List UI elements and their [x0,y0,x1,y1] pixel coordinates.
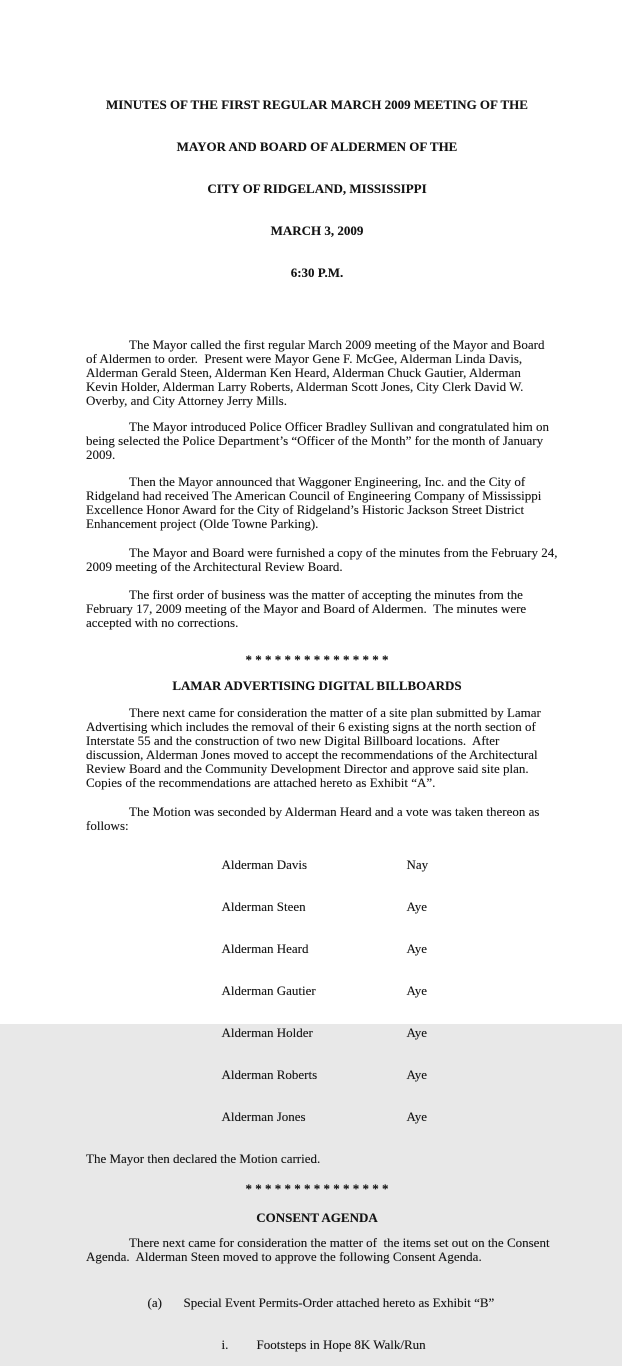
list-subitem-text: Footsteps in Hope 8K Walk/Run [256,1337,426,1352]
vote-row [202,886,548,928]
alderman-name: Alderman Holder [221,1025,313,1040]
paragraph-line: Overby, and City Attorney Jerry Mills. [86,393,287,408]
paragraph-line: Review Board and the Community Development Director and approve said site plan. [86,761,529,776]
paragraph-motion-seconded [86,805,548,833]
title-line-1: MINUTES OF THE FIRST REGULAR MARCH 2009 MEETING OF THE [106,97,528,112]
paragraph-line: There next came for consideration the matter of the items set out on the Consent [129,1235,550,1250]
vote-row [202,1054,548,1096]
paragraph-line: Alderman Gerald Steen, Alderman Ken Heard, Alderman Chuck Gautier, Alderman [86,365,521,380]
vote-value: Aye [406,1025,427,1040]
paragraph-line: The Mayor called the first regular March 2009 meeting of the Mayor and Board [129,337,545,352]
paragraph-line: The Motion was seconded by Alderman Heard and a vote was taken thereon as [129,804,540,819]
paragraph-line: Kevin Holder, Alderman Larry Roberts, Alderman Scott Jones, City Clerk David W. [86,379,524,394]
paragraph-line: discussion, Alderman Jones moved to accept the recommendations of the Architectural [86,747,538,762]
paragraph-line: being selected the Police Department’s “Officer of the Month” for the month of January [86,433,544,448]
paragraph-lamar-site-plan [86,706,548,790]
motion-carried-statement: The Mayor then declared the Motion carried. [86,1151,321,1166]
paragraph-consent-agenda [86,1236,548,1264]
paragraph-line: The Mayor and Board were furnished a copy of the minutes from the February 24, [129,545,558,560]
paragraph-line: 2009 meeting of the Architectural Review Board. [86,559,343,574]
alderman-name: Alderman Steen [221,899,306,914]
list-item-special-event-permits [86,1282,548,1324]
asterisk-separator: * * * * * * * * * * * * * * * [245,1181,389,1196]
paragraph-waggoner-award [86,475,548,531]
section-heading-lamar: LAMAR ADVERTISING DIGITAL BILLBOARDS [172,678,462,693]
title-line-5: 6:30 P.M. [290,265,344,280]
list-item-text: Special Event Permits-Order attached hereto as Exhibit “B” [183,1295,495,1310]
paragraph-line: There next came for consideration the matter of a site plan submitted by Lamar [129,705,541,720]
vote-row [202,1012,548,1054]
paragraph-line: Then the Mayor announced that Waggoner Engineering, Inc. and the City of [129,474,526,489]
paragraph-line: February 17, 2009 meeting of the Mayor and Board of Aldermen. The minutes were [86,601,527,616]
paragraph-arb-minutes [86,545,558,574]
vote-table [202,844,548,1138]
paragraph-line: Agenda. Alderman Steen moved to approve the following Consent Agenda. [86,1249,482,1264]
vote-row [202,1096,548,1138]
alderman-name: Alderman Jones [221,1109,306,1124]
vote-value: Aye [406,941,427,956]
paragraph-line: Ridgeland had received The American Council of Engineering Company of Mississippi [86,488,542,503]
paragraph-accept-minutes [86,588,548,630]
paragraph-line: The first order of business was the matter of accepting the minutes from the [129,587,523,602]
paragraph-line: accepted with no corrections. [86,615,239,630]
document-title [86,70,548,308]
vote-row [202,844,548,886]
asterisk-separator: * * * * * * * * * * * * * * * [245,652,389,667]
section-heading-consent-agenda: CONSENT AGENDA [256,1210,378,1225]
paragraph-line: Advertising which includes the removal of their 6 existing signs at the north section of [86,719,536,734]
paragraph-line: of Aldermen to order. Present were Mayor Gene F. McGee, Alderman Linda Davis, [86,351,523,366]
paragraph-line: Interstate 55 and the construction of two new Digital Billboard locations. After [86,733,500,748]
list-subitem-label: i. [221,1337,229,1352]
title-line-2: MAYOR AND BOARD OF ALDERMEN OF THE [176,139,458,154]
paragraph-line: Copies of the recommendations are attached hereto as Exhibit “A”. [86,775,436,790]
vote-value: Aye [406,1067,427,1082]
vote-row [202,970,548,1012]
consent-list [86,1282,548,1366]
paragraph-officer-of-month [86,420,548,462]
alderman-name: Alderman Gautier [221,983,316,998]
vote-row [202,928,548,970]
alderman-name: Alderman Roberts [221,1067,318,1082]
paragraph-line: 2009. [86,447,116,462]
vote-value: Nay [406,857,429,872]
vote-value: Aye [406,1109,427,1124]
paragraph-line: The Mayor introduced Police Officer Bradley Sullivan and congratulated him on [129,419,549,434]
paragraph-line: Enhancement project (Olde Towne Parking). [86,516,319,531]
list-subitem-footsteps [86,1324,548,1366]
list-item-label: (a) [147,1295,162,1310]
paragraph-line: follows: [86,818,129,833]
title-line-3: CITY OF RIDGELAND, MISSISSIPPI [207,181,427,196]
paragraph-line: Excellence Honor Award for the City of Ridgeland’s Historic Jackson Street District [86,502,525,517]
paragraph-call-to-order [86,338,548,408]
alderman-name: Alderman Davis [221,857,308,872]
vote-value: Aye [406,899,427,914]
title-line-4: MARCH 3, 2009 [270,223,364,238]
vote-value: Aye [406,983,427,998]
alderman-name: Alderman Heard [221,941,309,956]
